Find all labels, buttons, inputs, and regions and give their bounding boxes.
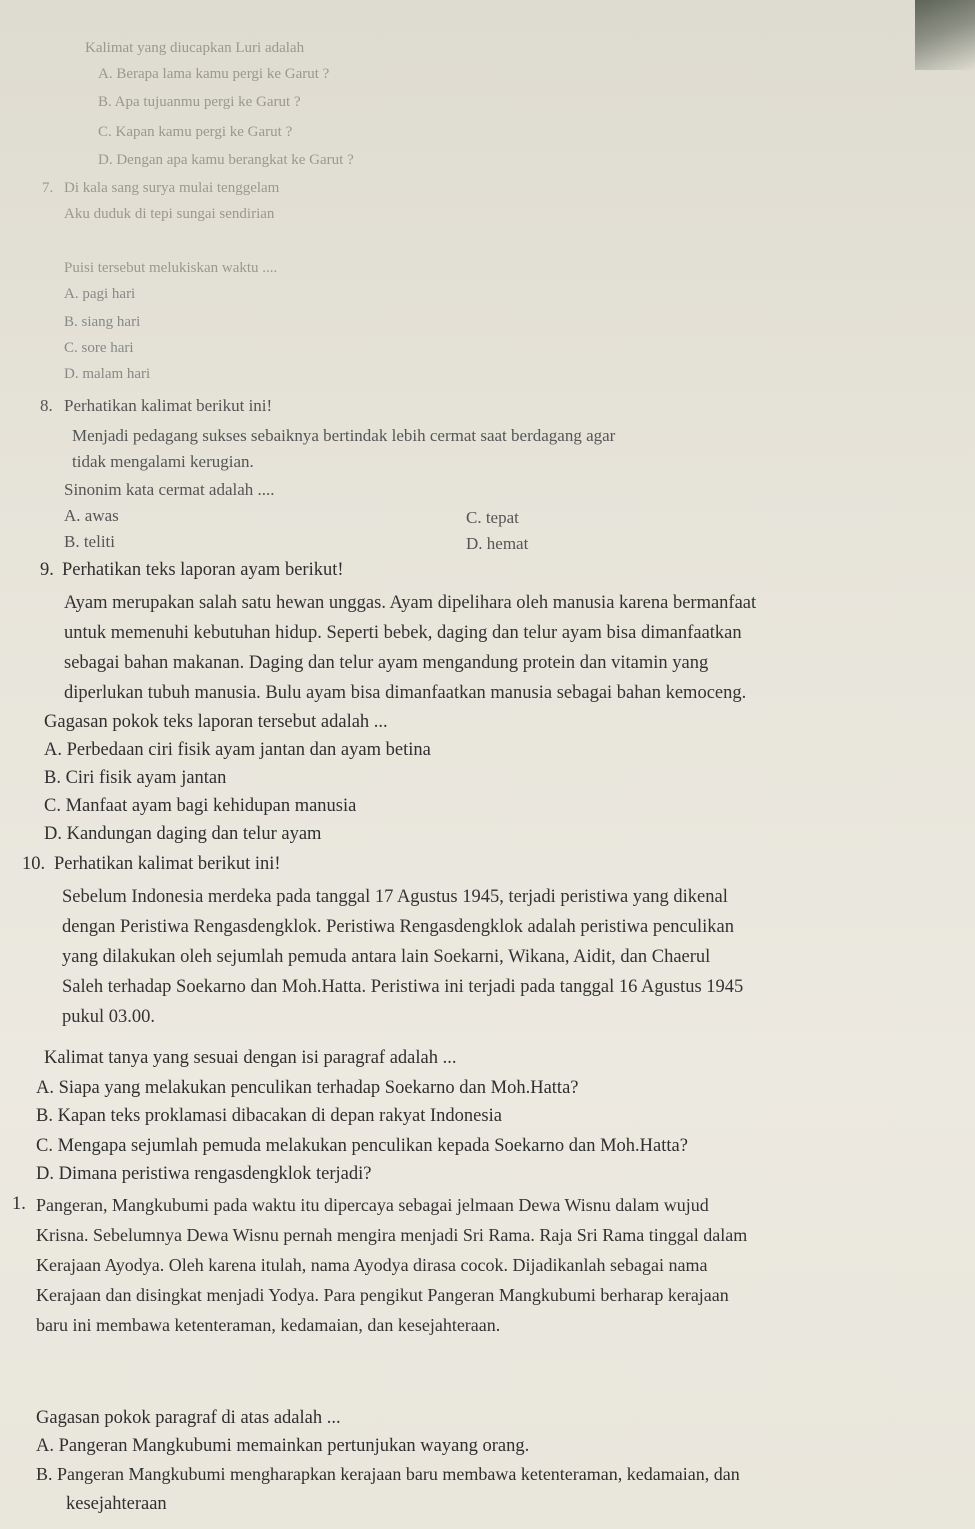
q9-question: Gagasan pokok teks laporan tersebut adalah ... [44, 712, 388, 732]
q9-option-b[interactable]: B. Ciri fisik ayam jantan [44, 768, 227, 788]
q7-poem-line1: Di kala sang surya mulai tenggelam [64, 180, 280, 196]
q10-number: 10. [22, 854, 46, 874]
q10-question: Kalimat tanya yang sesuai dengan isi paragraf adalah ... [44, 1048, 457, 1068]
q11-option-a[interactable]: A. Pangeran Mangkubumi memainkan pertunjukan wayang orang. [36, 1436, 530, 1456]
q7-number: 7. [42, 180, 54, 196]
q10-option-a[interactable]: A. Siapa yang melakukan penculikan terhadap Soekarno dan Moh.Hatta? [36, 1078, 579, 1098]
q9-passage-line: diperlukan tubuh manusia. Bulu ayam bisa dimanfaatkan manusia sebagai bahan kemoceng. [64, 683, 747, 703]
q10-option-b[interactable]: B. Kapan teks proklamasi dibacakan di depan rakyat Indonesia [36, 1106, 502, 1126]
q7-poem-line2: Aku duduk di tepi sungai sendirian [64, 206, 275, 222]
q10-option-c[interactable]: C. Mengapa sejumlah pemuda melakukan penculikan kepada Soekarno dan Moh.Hatta? [36, 1136, 688, 1156]
q9-passage-line: Ayam merupakan salah satu hewan unggas. Ayam dipelihara oleh manusia karena bermanfaat [64, 593, 757, 613]
q8-option-c[interactable]: C. tepat [466, 508, 519, 527]
q10-passage-line: dengan Peristiwa Rengasdengklok. Peristiwa Rengasdengklok adalah peristiwa penculikan [62, 917, 734, 937]
q7-option-d[interactable]: D. malam hari [64, 366, 151, 382]
q10-passage [62, 882, 743, 1032]
q7-option-c[interactable]: C. sore hari [64, 340, 134, 356]
q6-option-b[interactable]: B. Apa tujuanmu pergi ke Garut ? [98, 94, 301, 110]
q9-option-d[interactable]: D. Kandungan daging dan telur ayam [44, 824, 322, 844]
q9-option-c[interactable]: C. Manfaat ayam bagi kehidupan manusia [44, 796, 357, 816]
q8-question: Sinonim kata cermat adalah .... [64, 480, 275, 499]
q6-option-d[interactable]: D. Dengan apa kamu berangkat ke Garut ? [98, 152, 354, 168]
q11-passage-line: Kerajaan Ayodya. Oleh karena itulah, nama Ayodya dirasa cocok. Dijadikanlah sebagai nama [36, 1255, 708, 1275]
q11-question: Gagasan pokok paragraf di atas adalah ... [36, 1408, 341, 1428]
q9-passage-line: sebagai bahan makanan. Daging dan telur ayam mengandung protein dan vitamin yang [64, 653, 709, 673]
q11-passage-line: Pangeran, Mangkubumi pada waktu itu dipercaya sebagai jelmaan Dewa Wisnu dalam wujud [36, 1195, 709, 1215]
q6-option-a[interactable]: A. Berapa lama kamu pergi ke Garut ? [98, 66, 330, 82]
q7-option-b[interactable]: B. siang hari [64, 314, 141, 330]
q11-number: 1. [12, 1194, 26, 1214]
q8-option-b[interactable]: B. teliti [64, 532, 115, 551]
q8-sentence-line2: tidak mengalami kerugian. [72, 452, 254, 471]
photo-shadow [915, 0, 975, 70]
q10-passage-line: Saleh terhadap Soekarno dan Moh.Hatta. Peristiwa ini terjadi pada tanggal 16 Agustus 1945 [62, 977, 744, 997]
q9-passage [64, 588, 756, 708]
q9-option-a[interactable]: A. Perbedaan ciri fisik ayam jantan dan ayam betina [44, 740, 431, 760]
q11-passage-line: Krisna. Sebelumnya Dewa Wisnu pernah mengira menjadi Sri Rama. Raja Sri Rama tinggal dalam [36, 1225, 748, 1245]
q10-intro: Perhatikan kalimat berikut ini! [54, 854, 281, 874]
q10-passage-line: Sebelum Indonesia merdeka pada tanggal 17 Agustus 1945, terjadi peristiwa yang dikenal [62, 887, 728, 907]
q8-option-a[interactable]: A. awas [64, 506, 119, 525]
q8-sentence-line1: Menjadi pedagang sukses sebaiknya bertindak lebih cermat saat berdagang agar [72, 426, 616, 445]
q9-number: 9. [40, 560, 54, 580]
q11-passage [36, 1190, 747, 1340]
q11-passage-line: Kerajaan dan disingkat menjadi Yodya. Para pengikut Pangeran Mangkubumi berharap kerajaan [36, 1285, 729, 1305]
q10-passage-line: pukul 03.00. [62, 1007, 156, 1027]
q11-option-b[interactable]: B. Pangeran Mangkubumi mengharapkan kerajaan baru membawa ketenteraman, kedamaian, dan [36, 1464, 740, 1484]
q10-option-d[interactable]: D. Dimana peristiwa rengasdengklok terjadi? [36, 1164, 372, 1184]
q6-option-c[interactable]: C. Kapan kamu pergi ke Garut ? [98, 124, 293, 140]
q11-passage-line: baru ini membawa ketenteraman, kedamaian, dan kesejahteraan. [36, 1315, 501, 1335]
q9-passage-line: untuk memenuhi kebutuhan hidup. Seperti bebek, daging dan telur ayam bisa dimanfaatkan [64, 623, 742, 643]
q7-option-a[interactable]: A. pagi hari [64, 286, 136, 302]
q10-passage-line: yang dilakukan oleh sejumlah pemuda antara lain Soekarni, Wikana, Aidit, dan Chaerul [62, 947, 711, 967]
q8-intro: Perhatikan kalimat berikut ini! [64, 396, 273, 415]
q9-intro: Perhatikan teks laporan ayam berikut! [62, 560, 344, 580]
q8-number: 8. [40, 396, 53, 415]
q7-question: Puisi tersebut melukiskan waktu .... [64, 260, 278, 276]
q8-option-d[interactable]: D. hemat [466, 534, 529, 553]
q6-stem: Kalimat yang diucapkan Luri adalah [85, 40, 305, 56]
q11-option-b-continued: kesejahteraan [66, 1494, 167, 1514]
